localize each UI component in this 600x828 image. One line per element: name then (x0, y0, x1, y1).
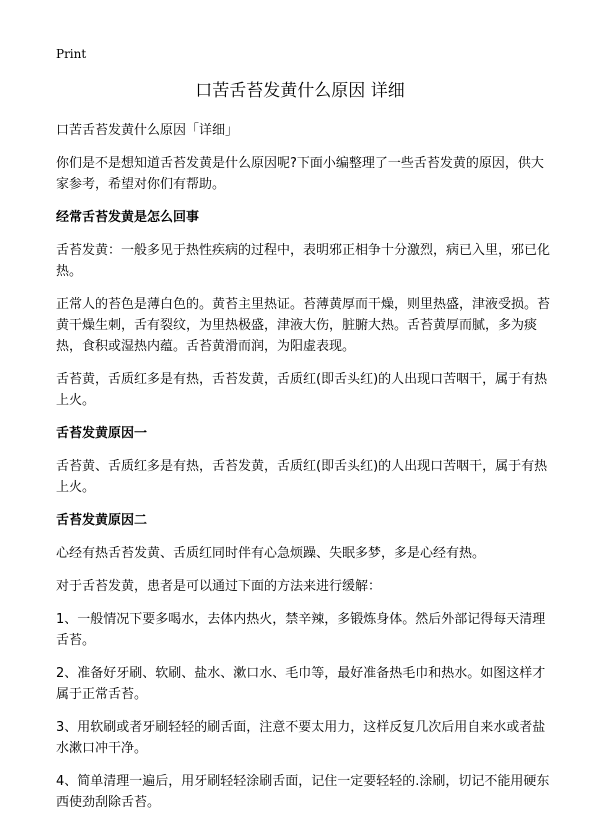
print-link[interactable]: Print (56, 47, 87, 61)
section-heading: 舌苔发黄原因一 (56, 426, 148, 441)
article-body (56, 120, 550, 825)
page-title: 口苦舌苔发黄什么原因 详细 (195, 81, 405, 101)
paragraph: 舌苔黄、舌质红多是有热，舌苔发黄，舌质红(即舌头红)的人出现口苦咽干，属于有热上火。 (56, 459, 548, 495)
section-heading: 经常舌苔发黄是怎么回事 (56, 210, 200, 225)
section-heading: 舌苔发黄原因二 (56, 513, 148, 528)
paragraph: 正常人的苔色是薄白色的。黄苔主里热证。苔薄黄厚而干燥，则里热盛，津液受损。苔黄干燥生刺，舌有裂纹，为里热极盛，津液大伤，脏腑大热。舌苔黄厚而腻，多为痰热，食积或湿热内蕴。舌苔黄滑而润，为阳虚表现。 (56, 297, 551, 354)
paragraph: 舌苔黄，舌质红多是有热，舌苔发黄，舌质红(即舌头红)的人出现口苦咽干，属于有热上火。 (56, 372, 548, 408)
tip-item: 3、用软刷或者牙刷轻轻的刷舌面，注意不要太用力，这样反复几次后用自来水或者盐水漱口冲干净。 (56, 720, 546, 756)
intro-paragraph: 你们是不是想知道舌苔发黄是什么原因呢?下面小编整理了一些舌苔发黄的原因，供大家参考，希望对你们有帮助。 (56, 156, 544, 192)
paragraph: 舌苔发黄：一般多见于热性疾病的过程中，表明邪正相争十分激烈，病已入里，邪已化热。 (56, 243, 551, 279)
tip-item: 1、一般情况下要多喝水，去体内热火，禁辛辣，多锻炼身体。然后外部记得每天清理舌苔。 (56, 612, 546, 648)
tip-item: 2、准备好牙刷、软刷、盐水、漱口水、毛巾等，最好准备热毛巾和热水。如图这样才属于正常舌苔。 (56, 666, 546, 702)
article-subtitle: 口苦舌苔发黄什么原因「详细」 (56, 123, 239, 138)
paragraph: 对于舌苔发黄，患者是可以通过下面的方法来进行缓解： (56, 579, 382, 594)
tip-item: 4、简单清理一遍后，用牙刷轻轻涂刷舌面，记住一定要轻轻的.涂刷，切记不能用硬东西使劲刮除舌苔。 (56, 774, 550, 810)
paragraph: 心经有热舌苔发黄、舌质红同时伴有心急烦躁、失眠多梦，多是心经有热。 (56, 546, 486, 561)
